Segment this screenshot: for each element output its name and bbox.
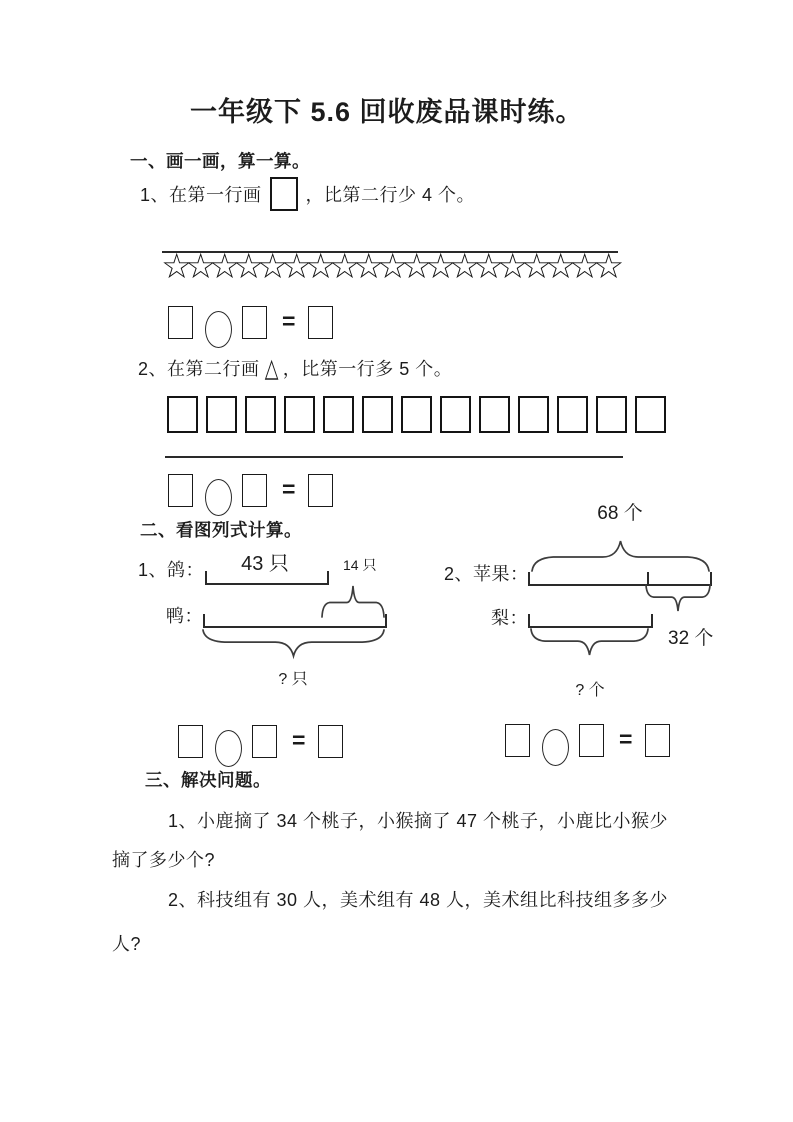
triangle-icon: △ (264, 352, 279, 383)
item2-suffix: ，比第一行多 5 个。 (282, 359, 453, 379)
answer-box (579, 724, 604, 757)
square-icon (362, 396, 393, 433)
square-icon (323, 396, 354, 433)
star-icon: ☆ (353, 247, 385, 286)
pigeon-label: 鸽： (167, 560, 205, 580)
equals-sign: = (282, 476, 296, 502)
answer-box (242, 474, 267, 507)
equation-row-4 (505, 724, 670, 766)
star-icon: ☆ (425, 247, 457, 286)
square-icon (245, 396, 276, 433)
star-icon: ☆ (161, 247, 193, 286)
duck-label: 鸭： (166, 606, 203, 626)
word-problem2-line2: 人? (112, 934, 142, 954)
star-icon: ☆ (545, 247, 577, 286)
square-icon (518, 396, 549, 433)
answer-box (308, 474, 333, 507)
apple-extra-underbrace (646, 585, 710, 611)
square-icon (206, 396, 237, 433)
item1-prefix: 1、在第一行画 (140, 185, 262, 205)
pigeon-measure-bracket (205, 571, 329, 585)
answer-box (252, 725, 277, 758)
star-icon: ☆ (281, 247, 313, 286)
section1-item2 (138, 352, 452, 384)
pear-bar-line (528, 614, 653, 628)
operator-circle (205, 311, 232, 348)
apple-total-overbrace (532, 541, 709, 571)
pear-total-underbrace (531, 629, 648, 655)
star-icon: ☆ (233, 247, 265, 286)
equation-row-2 (168, 474, 333, 516)
star-icon: ☆ (521, 247, 553, 286)
operator-circle (542, 729, 569, 766)
equation-row-1 (168, 306, 333, 348)
equals-sign: = (619, 726, 633, 752)
square-icon (596, 396, 627, 433)
squares-row (167, 396, 666, 433)
apple-bar-line (528, 572, 712, 586)
apple-bar-mid-tick (647, 572, 649, 584)
squares-bottom-rule (165, 456, 623, 458)
section1-heading: 一、画一画，算一算。 (130, 151, 310, 171)
pear-extra-label: 32 个 (668, 628, 714, 649)
answer-box (168, 306, 193, 339)
star-icon: ☆ (401, 247, 433, 286)
answer-box (168, 474, 193, 507)
star-icon: ☆ (185, 247, 217, 286)
square-icon (635, 396, 666, 433)
square-icon (440, 396, 471, 433)
duck-extra-label: 14 只 (343, 557, 377, 573)
equals-sign: = (282, 308, 296, 334)
section1-item1 (140, 177, 475, 211)
diagram1-row1-label (138, 556, 204, 582)
equation-row-3 (178, 725, 343, 767)
problem1-number: 1、 (138, 560, 168, 580)
square-icon (557, 396, 588, 433)
star-icon: ☆ (305, 247, 337, 286)
pear-question-label: ? 个 (575, 682, 605, 699)
answer-box (308, 306, 333, 339)
star-icon: ☆ (329, 247, 361, 286)
star-icon: ☆ (257, 247, 289, 286)
star-icon: ☆ (569, 247, 601, 286)
page-title: 一年级下 5.6 回收废品课时练。 (190, 97, 584, 127)
answer-box (242, 306, 267, 339)
section3-heading: 三、解决问题。 (145, 770, 271, 790)
star-icon: ☆ (449, 247, 481, 286)
word-problem1-line2: 摘了多少个? (112, 850, 216, 870)
duck-bar-line (203, 614, 387, 628)
square-icon (167, 396, 198, 433)
square-icon (284, 396, 315, 433)
section2-heading: 二、看图列式计算。 (140, 520, 302, 540)
stars-row (161, 247, 625, 287)
pear-label: 梨： (491, 608, 528, 628)
item1-suffix: ，比第二行少 4 个。 (305, 185, 476, 205)
item2-prefix: 2、在第二行画 (138, 359, 260, 379)
answer-box (318, 725, 343, 758)
draw-shape-box (270, 177, 298, 211)
operator-circle (205, 479, 232, 516)
problem2-number: 2、 (444, 564, 474, 584)
square-icon (479, 396, 510, 433)
equals-sign: = (292, 727, 306, 753)
word-problem2-line1: 2、科技组有 30 人，美术组有 48 人，美术组比科技组多多少 (168, 890, 669, 910)
square-icon (401, 396, 432, 433)
star-icon: ☆ (377, 247, 409, 286)
word-problem1-line1: 1、小鹿摘了 34 个桃子，小猴摘了 47 个桃子，小鹿比小猴少 (168, 811, 669, 831)
duck-extra-overbrace (322, 586, 384, 617)
star-icon: ☆ (593, 247, 625, 286)
duck-question-label: ? 只 (278, 671, 308, 688)
apple-total-label: 68 个 (597, 503, 643, 524)
answer-box (505, 724, 530, 757)
duck-total-underbrace (203, 630, 384, 656)
diagram2-row1-label (444, 560, 529, 586)
operator-circle (215, 730, 242, 767)
star-icon: ☆ (497, 247, 529, 286)
pigeon-count-label: 43 只 (241, 553, 289, 575)
star-icon: ☆ (209, 247, 241, 286)
answer-box (645, 724, 670, 757)
star-icon: ☆ (473, 247, 505, 286)
apple-label: 苹果： (473, 564, 529, 584)
answer-box (178, 725, 203, 758)
